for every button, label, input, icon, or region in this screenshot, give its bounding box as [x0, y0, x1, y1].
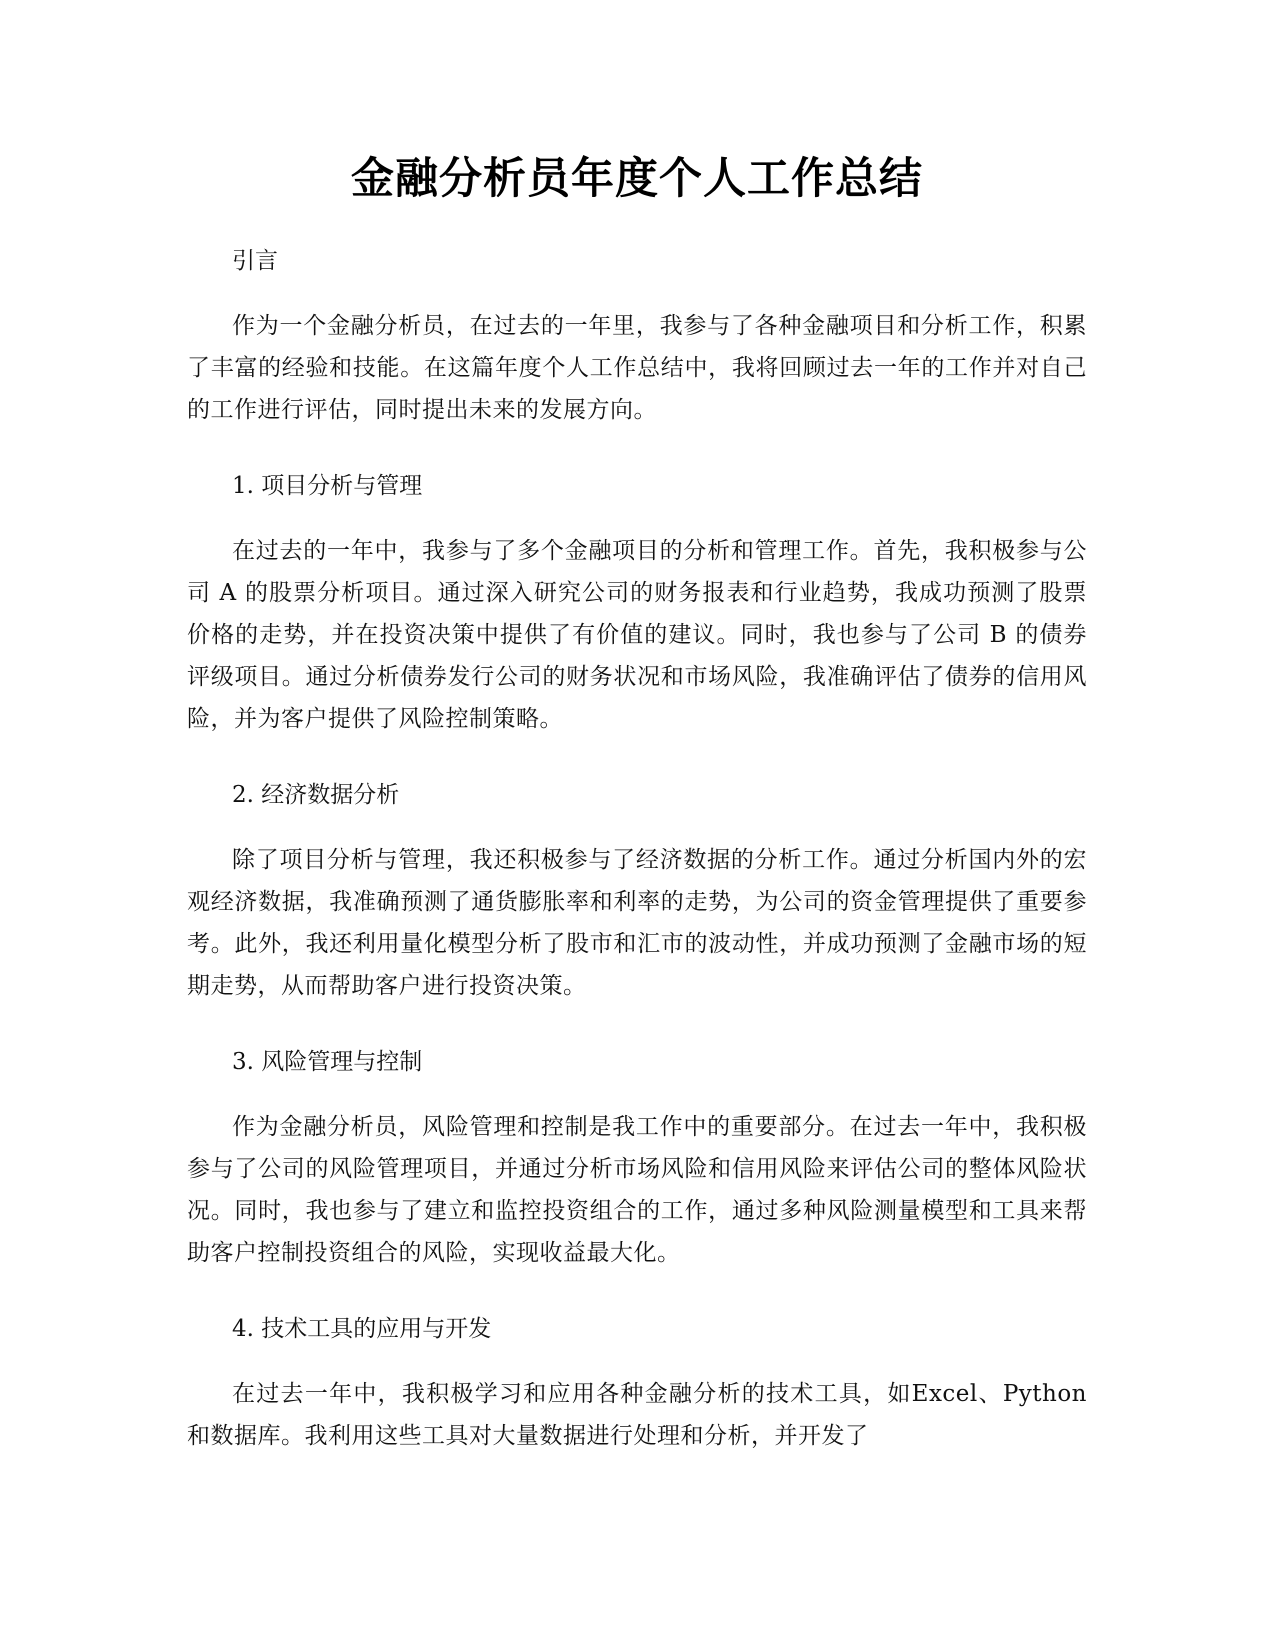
document-title: 金融分析员年度个人工作总结	[351, 154, 923, 204]
intro-heading: 引言	[232, 248, 278, 274]
intro-paragraph: 作为一个金融分析员，在过去的一年里，我参与了各种金融项目和分析工作，积累了丰富的经验和技能。在这篇年度个人工作总结中，我将回顾过去一年的工作并对自己的工作进行评估，同时提出未来的发展方向。	[187, 313, 1087, 423]
section-heading-economic-data: 2. 经济数据分析	[232, 782, 400, 808]
section-heading-project-analysis: 1. 项目分析与管理	[232, 473, 423, 499]
section-paragraph-project-analysis: 在过去的一年中，我参与了多个金融项目的分析和管理工作。首先，我积极参与公司 A 的股票分析项目。通过深入研究公司的财务报表和行业趋势，我成功预测了股票价格的走势，并在投资决策中提供了有价值的建议。同时，我也参与了公司 B 的债券评级项目。通过分析债券发行公司的财务状况和市场风险，我准确评估了债券的信用风险，并为客户提供了风险控制策略。	[187, 538, 1087, 732]
document-page	[187, 148, 1087, 1457]
section-heading-risk-management: 3. 风险管理与控制	[232, 1049, 423, 1075]
section-heading-tech-tools: 4. 技术工具的应用与开发	[232, 1316, 492, 1342]
section-paragraph-economic-data: 除了项目分析与管理，我还积极参与了经济数据的分析工作。通过分析国内外的宏观经济数据，我准确预测了通货膨胀率和利率的走势，为公司的资金管理提供了重要参考。此外，我还利用量化模型分析了股市和汇市的波动性，并成功预测了金融市场的短期走势，从而帮助客户进行投资决策。	[187, 847, 1087, 999]
section-paragraph-tech-tools: 在过去一年中，我积极学习和应用各种金融分析的技术工具，如Excel、Python 和数据库。我利用这些工具对大量数据进行处理和分析，并开发了	[187, 1381, 1087, 1449]
section-paragraph-risk-management: 作为金融分析员，风险管理和控制是我工作中的重要部分。在过去一年中，我积极参与了公司的风险管理项目，并通过分析市场风险和信用风险来评估公司的整体风险状况。同时，我也参与了建立和监控投资组合的工作，通过多种风险测量模型和工具来帮助客户控制投资组合的风险，实现收益最大化。	[187, 1114, 1087, 1266]
